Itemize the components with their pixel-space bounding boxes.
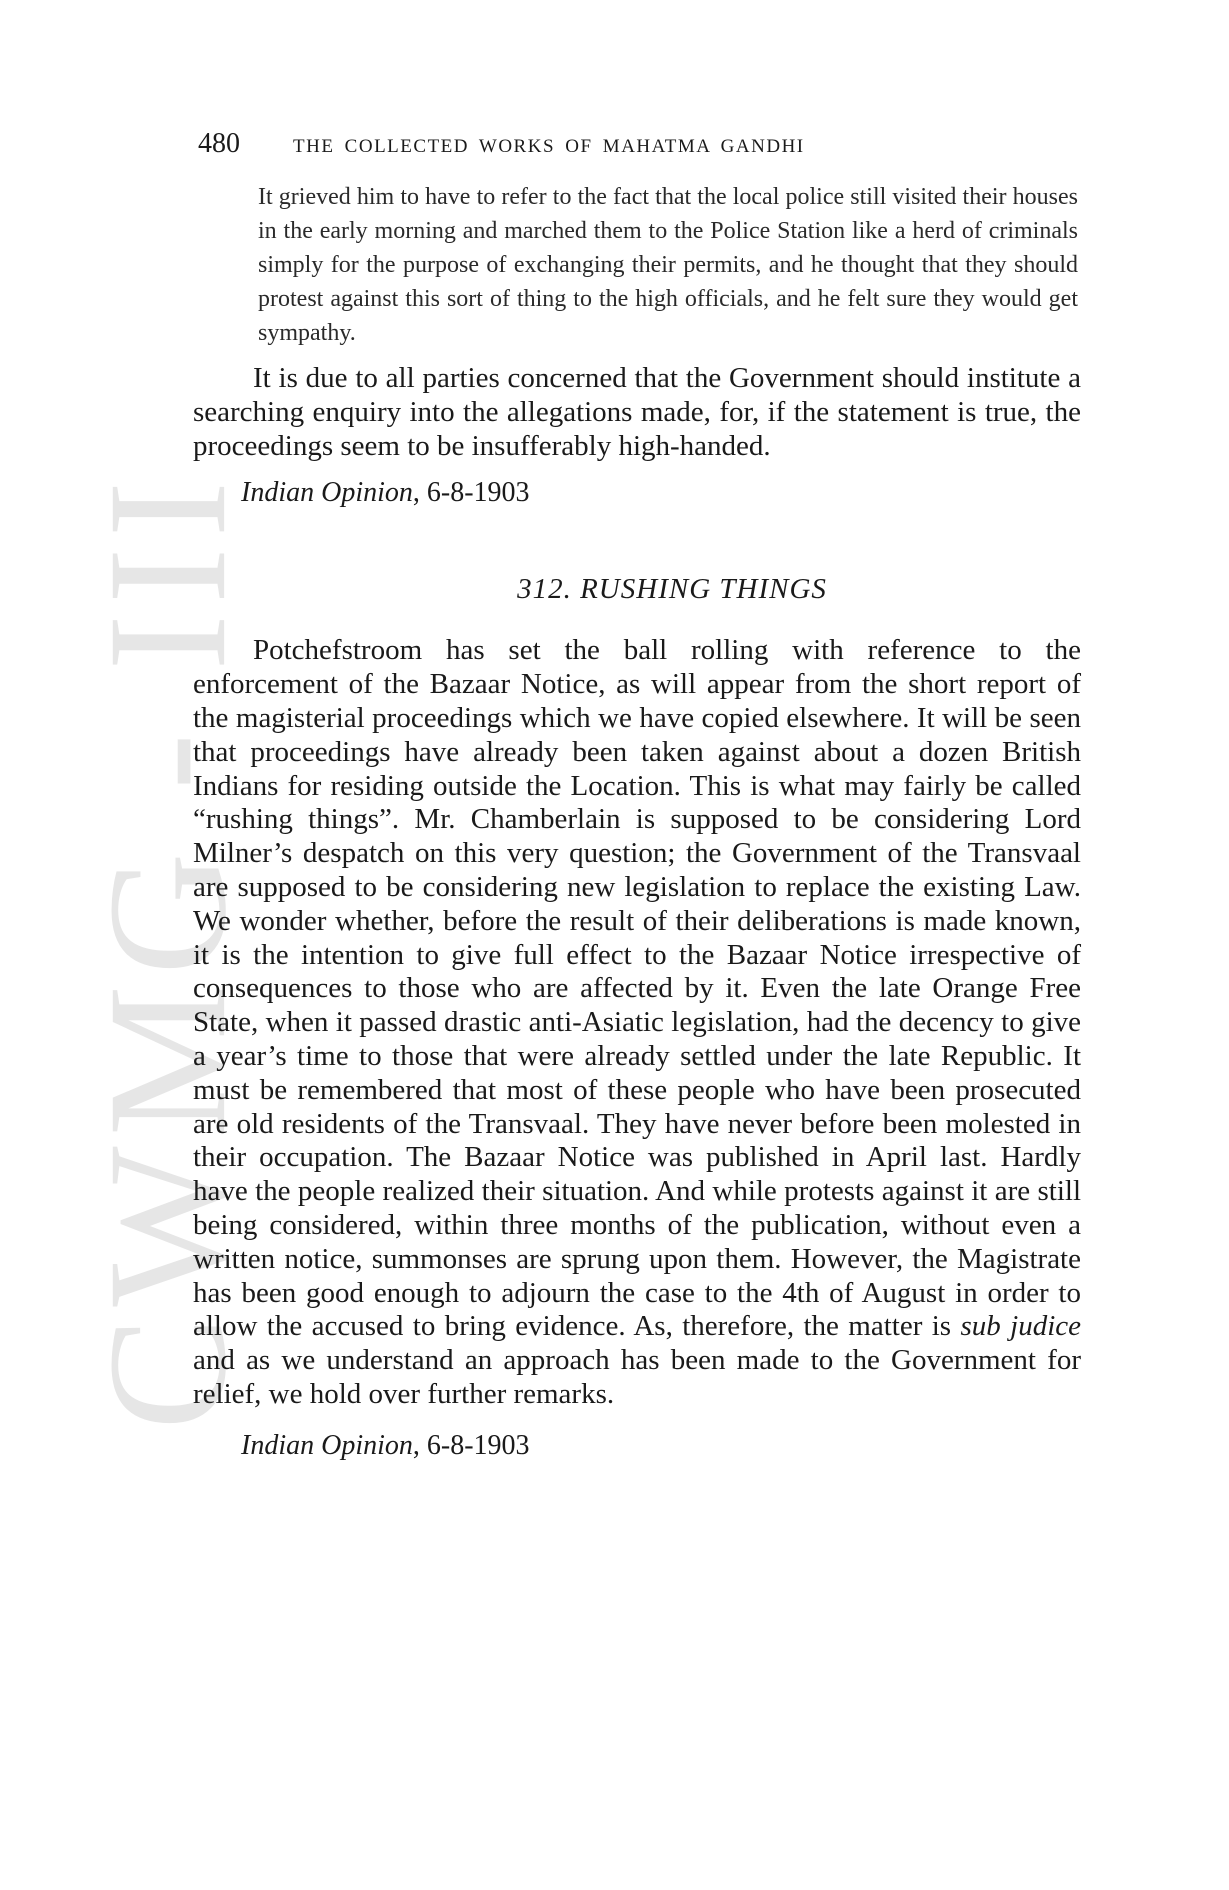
page-number: 480 (198, 128, 240, 159)
running-head: THE COLLECTED WORKS OF MAHATMA GANDHI (293, 136, 805, 157)
source-date-2: , 6-8-1903 (412, 1429, 530, 1461)
article-body (193, 634, 1081, 1411)
article-body-part-1: Potchefstroom has set the ball rolling with reference to the enforcement of the Bazaar Notice, as will appear from the short report of the magisterial proceedings which we have copied elsewhere. It will be seen that proceedings have already been taken against about a dozen British Indians for residing outside the Location. This is what may fairly be called “rushing things”. Mr. Chamberlain is supposed to be considering Lord Milner’s despatch on this very question; the Government of the Transvaal are supposed to be considering new legislation to replace the existing Law. We wonder whether, before the result of their deliberations is made known, it is the intention to give full effect to the Bazaar Notice irrespective of consequences to those who are affected by it. Even the late Orange Free State, when it passed drastic anti-Asiatic legislation, had the decency to give a year’s time to those that were already settled under the late Republic. It must be remembered that most of these people who have been prosecuted are old residents of the Transvaal. They have never before been molested in their occupation. The Bazaar Notice was published in April last. Hardly have the people realized their situation. And while protests against it are still being considered, within three months of the publication, without even a written notice, summonses are sprung upon them. However, the Magistrate has been good enough to adjourn the case to the 4th of August in order to allow the accused to bring evidence. As, therefore, the matter is (193, 634, 1081, 1343)
source-date-1: , 6-8-1903 (412, 477, 530, 509)
source-citation-1 (241, 477, 1081, 509)
article-title: 312. RUSHING THINGS (517, 573, 827, 606)
block-quote: It grieved him to have to refer to the fact that the local police still visited their houses in the early morning and marched them to the Police Station like a herd of criminals simply for the purpose of exchanging their permits, and he thought that they should protest against this sort of thing to the high officials, and he felt sure they would get sympathy. (258, 184, 1078, 346)
article-body-italic: sub judice (960, 1310, 1081, 1343)
page-content (193, 180, 1081, 1462)
paragraph-1: It is due to all parties concerned that the Government should institute a searching enquiry into the allegations made, for, if the statement is true, the proceedings seem to be insufferably high-handed. (193, 362, 1081, 462)
source-publication-1: Indian Opinion (241, 477, 413, 509)
page-header (198, 128, 1078, 160)
watermark-text: CWMG - III (73, 470, 262, 1430)
article-body-part-2: and as we understand an approach has been made to the Government for relief, we hold over further remarks. (193, 1344, 1081, 1410)
source-citation-2 (241, 1430, 1081, 1462)
source-publication-2: Indian Opinion (241, 1429, 413, 1461)
